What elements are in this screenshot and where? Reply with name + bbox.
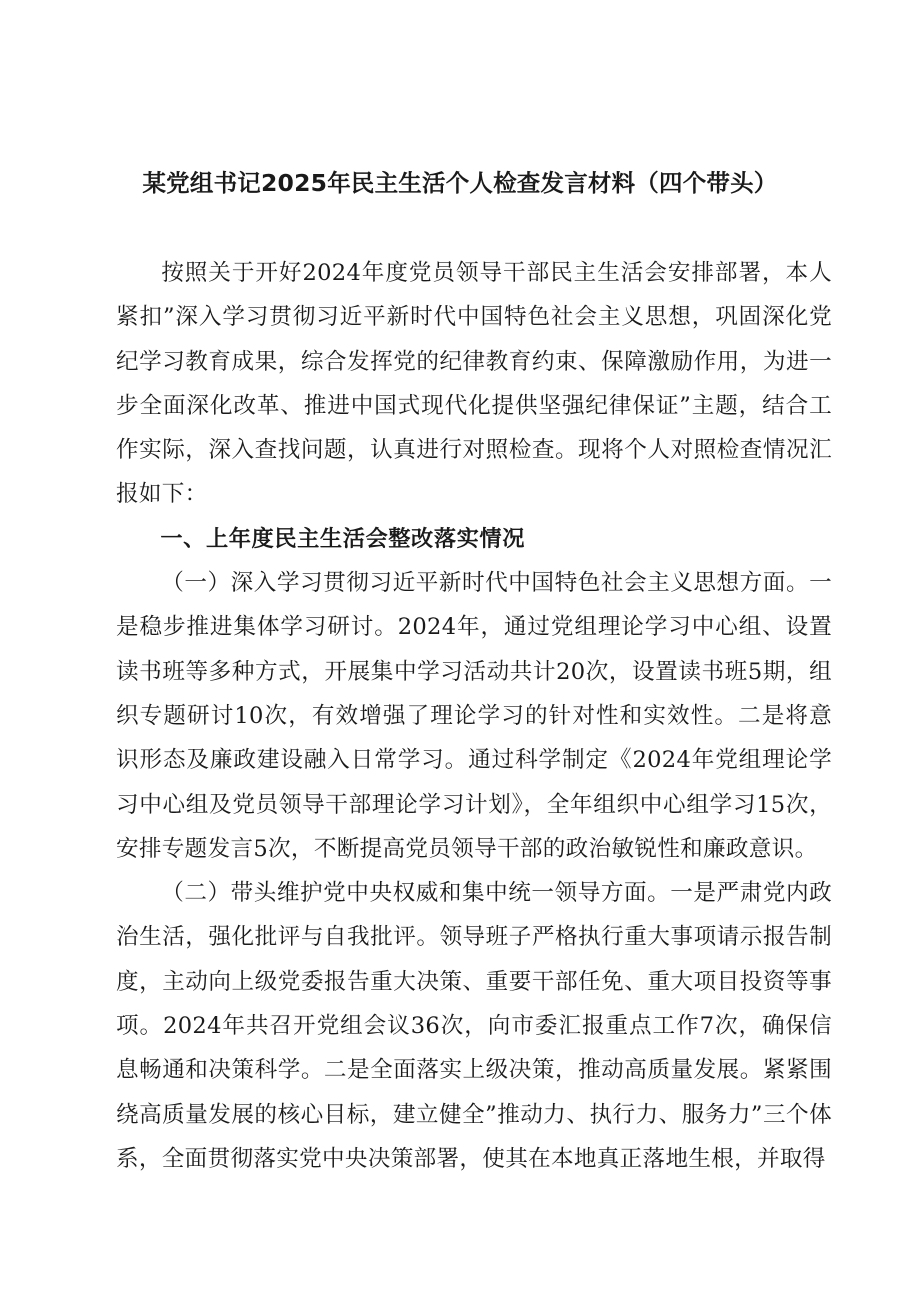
document-title: 某党组书记2025年民主生活个人检查发言材料（四个带头）: [142, 169, 778, 197]
document-body: [116, 251, 832, 1181]
section-heading: 一、上年度民主生活会整改落实情况: [160, 525, 525, 552]
intro-paragraph: 按照关于开好2024年度党员领导干部民主生活会安排部署，本人紧扣”深入学习贯彻习近平新时代中国特色社会主义思想，巩固深化党纪学习教育成果，综合发挥党的纪律教育约束、保障激励作用，为进一步全面深化改革、推进中国式现代化提供坚强纪律保证”主题，结合工作实际，深入查找问题，认真进行对照检查。现将个人对照检查情况汇报如下：: [116, 260, 832, 508]
subsection-paragraph-1: （一）深入学习贯彻习近平新时代中国特色社会主义思想方面。一是稳步推进集体学习研讨。2024年，通过党组理论学习中心组、设置读书班等多种方式，开展集中学习活动共计20次，设置读书班5期，组织专题研讨10次，有效增强了理论学习的针对性和实效性。二是将意识形态及廉政建设融入日常学习。通过科学制定《2024年党组理论学习中心组及党员领导干部理论学习计划》，全年组织中心组学习15次，安排专题发言5次，不断提高党员领导干部的政治敏锐性和廉政意识。: [116, 570, 832, 862]
subsection-paragraph-2: （二）带头维护党中央权威和集中统一领导方面。一是严肃党内政治生活，强化批评与自我批评。领导班子严格执行重大事项请示报告制度，主动向上级党委报告重大决策、重要干部任免、重大项目投资等事项。2024年共召开党组会议36次，向市委汇报重点工作7次，确保信息畅通和决策科学。二是全面落实上级决策，推动高质量发展。紧紧围绕高质量发展的核心目标，建立健全”推动力、执行力、服务力”三个体系，全面贯彻落实党中央决策部署，使其在本地真正落地生根，并取得: [116, 880, 832, 1172]
